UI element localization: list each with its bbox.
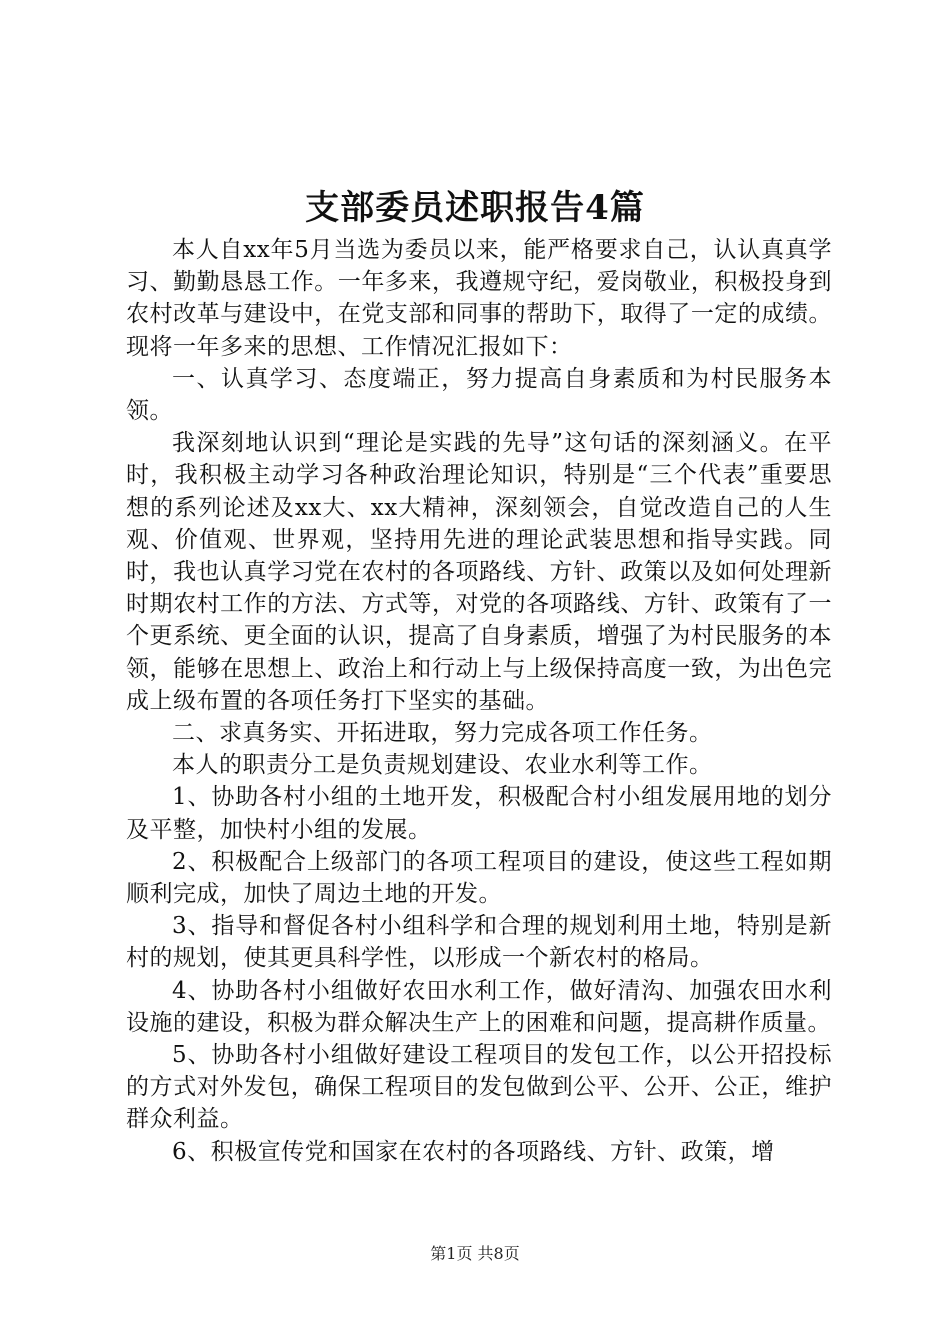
document-title: 支部委员述职报告4篇 <box>305 188 645 228</box>
list-item-6: 6、积极宣传党和国家在农村的各项路线、方针、政策，增 <box>172 1138 775 1165</box>
list-item-1: 1、协助各村小组的土地开发，积极配合村小组发展用地的划分及平整，加快村小组的发展。 <box>126 784 832 843</box>
paragraph-study: 我深刻地认识到“理论是实践的先导”这句话的深刻涵义。在平时，我积极主动学习各种政治理论知识，特别是“三个代表”重要思想的系列论述及xx大、xx大精神，深刻领会，自觉改造自己的人生观、价值观、世界观，坚持用先进的理论武装思想和指导实践。同时，我也认真学习党在农村的各项路线、方针、政策以及如何处理新时期农村工作的方法、方式等，对党的各项路线、方针、政策有了一个更系统、更全面的认识，提高了自身素质，增强了为村民服务的本领，能够在思想上、政治上和行动上与上级保持高度一致，为出色完成上级布置的各项任务打下坚实的基础。 <box>126 430 832 714</box>
paragraph-intro: 本人自xx年5月当选为委员以来，能严格要求自己，认认真真学习、勤勤恳恳工作。一年多来，我遵规守纪，爱岗敬业，积极投身到农村改革与建设中，在党支部和同事的帮助下，取得了一定的成绩。现将一年多来的思想、工作情况汇报如下： <box>126 237 832 360</box>
section-heading-2: 二、求真务实、开拓进取，努力完成各项工作任务。 <box>172 720 713 747</box>
list-item-2: 2、积极配合上级部门的各项工程项目的建设，使这些工程如期顺利完成，加快了周边土地的开发。 <box>126 848 832 908</box>
list-item-5: 5、协助各村小组做好建设工程项目的发包工作，以公开招投标的方式对外发包，确保工程项目的发包做到公平、公开、公正，维护群众利益。 <box>126 1042 832 1133</box>
list-item-3: 3、指导和督促各村小组科学和合理的规划利用土地，特别是新村的规划，使其更具科学性，以形成一个新农村的格局。 <box>126 913 832 972</box>
document-body <box>126 234 832 1168</box>
list-item-4: 4、协助各村小组做好农田水利工作，做好清沟、加强农田水利设施的建设，积极为群众解决生产上的困难和问题，提高耕作质量。 <box>126 977 832 1036</box>
paragraph-duties: 本人的职责分工是负责规划建设、农业水利等工作。 <box>172 752 713 779</box>
page-number-footer: 第1页 共8页 <box>430 1244 520 1263</box>
section-heading-1: 一、认真学习、态度端正，努力提高自身素质和为村民服务本领。 <box>126 365 832 425</box>
